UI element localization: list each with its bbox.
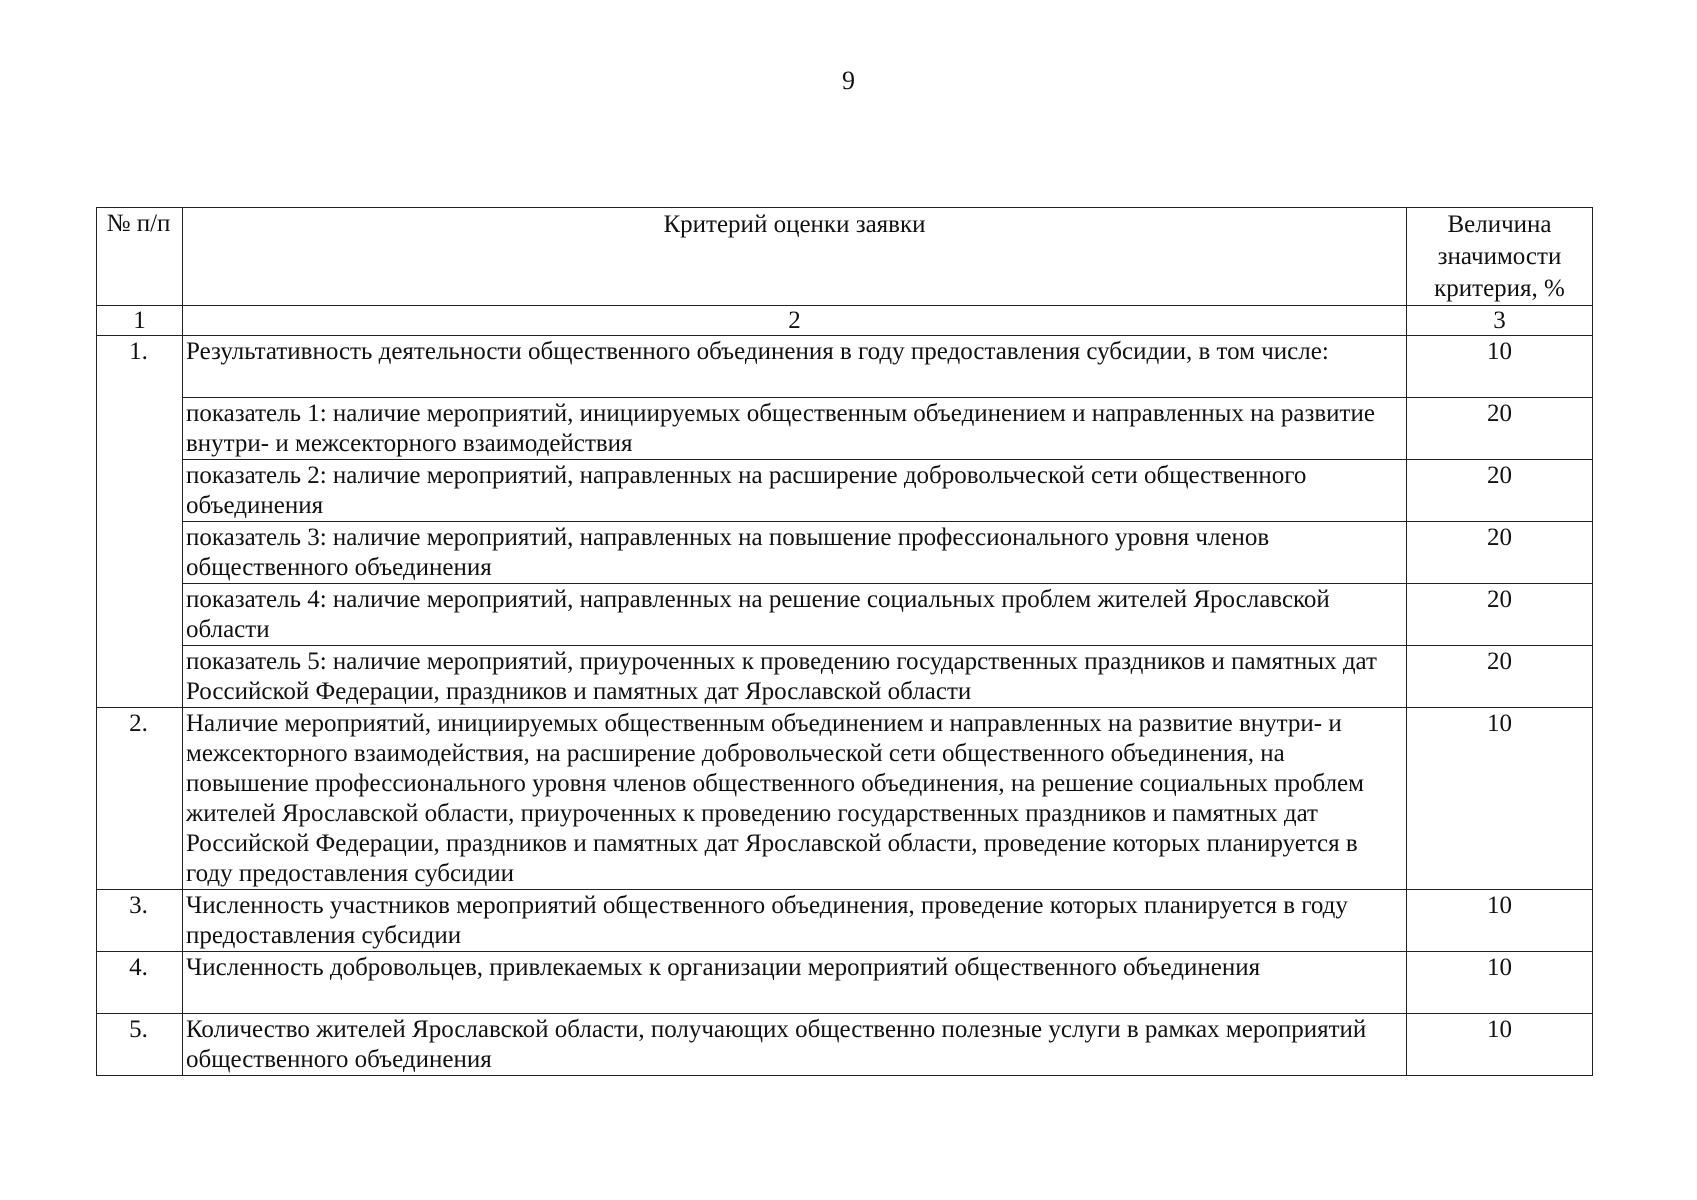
criteria-table: [96, 207, 1593, 1076]
indicator-weight: 20: [1407, 522, 1593, 584]
header-criterion-cell: Критерий оценки заявки: [183, 208, 1407, 306]
row-number: 2.: [97, 708, 183, 890]
criterion-weight: 10: [1407, 336, 1593, 398]
indicator-weight: 20: [1407, 460, 1593, 522]
column-index-3: 3: [1407, 306, 1593, 336]
criterion-weight: 10: [1407, 1014, 1593, 1076]
row-number: 4.: [97, 952, 183, 1014]
table-row: [97, 522, 1593, 584]
indicator-weight: 20: [1407, 646, 1593, 708]
column-index-2: 2: [183, 306, 1407, 336]
table-row: [97, 584, 1593, 646]
row-number: 1.: [97, 336, 183, 708]
table-row: [97, 460, 1593, 522]
row-number: 5.: [97, 1014, 183, 1076]
header-number-cell: № п/п: [97, 208, 183, 306]
table-row: [97, 646, 1593, 708]
criterion-text: Наличие мероприятий, инициируемых общественным объединением и направленных на развитие внутри- и межсекторного взаимодействия, на расширение добровольческой сети общественного объединения, на повышение профессионального уровня членов общественного объединения, на решение социальных проблем жителей Ярославской области, приуроченных к проведению государственных праздников и памятных дат Российской Федерации, праздников и памятных дат Ярославской области, проведение которых планируется в году предоставления субсидии: [183, 708, 1407, 890]
table-row: [97, 890, 1593, 952]
table-row: [97, 336, 1593, 398]
column-index-row: [97, 306, 1593, 336]
table-row: [97, 708, 1593, 890]
criterion-weight: 10: [1407, 952, 1593, 1014]
criterion-text: Количество жителей Ярославской области, получающих общественно полезные услуги в рамках мероприятий общественного объединения: [183, 1014, 1407, 1076]
indicator-text: показатель 2: наличие мероприятий, направленных на расширение добровольческой сети общественного объединения: [183, 460, 1407, 522]
page-number: 9: [842, 66, 855, 95]
criterion-weight: 10: [1407, 708, 1593, 890]
criterion-text: Численность участников мероприятий общественного объединения, проведение которых планируется в году предоставления субсидии: [183, 890, 1407, 952]
table-header-row: [97, 208, 1593, 306]
indicator-text: показатель 4: наличие мероприятий, направленных на решение социальных проблем жителей Ярославской области: [183, 584, 1407, 646]
indicator-weight: 20: [1407, 584, 1593, 646]
indicator-weight: 20: [1407, 398, 1593, 460]
header-weight-cell: Величина значимости критерия, %: [1407, 208, 1593, 306]
table-row: [97, 952, 1593, 1014]
column-index-1: 1: [97, 306, 183, 336]
indicator-text: показатель 3: наличие мероприятий, направленных на повышение профессионального уровня членов общественного объединения: [183, 522, 1407, 584]
table-row: [97, 398, 1593, 460]
table-row: [97, 1014, 1593, 1076]
criterion-text: Численность добровольцев, привлекаемых к организации мероприятий общественного объединения: [183, 952, 1407, 1014]
indicator-text: показатель 1: наличие мероприятий, инициируемых общественным объединением и направленных на развитие внутри- и межсекторного взаимодействия: [183, 398, 1407, 460]
row-number: 3.: [97, 890, 183, 952]
criterion-weight: 10: [1407, 890, 1593, 952]
criterion-text: Результативность деятельности общественного объединения в году предоставления субсидии, в том числе:: [183, 336, 1407, 398]
indicator-text: показатель 5: наличие мероприятий, приуроченных к проведению государственных праздников и памятных дат Российской Федерации, праздников и памятных дат Ярославской области: [183, 646, 1407, 708]
